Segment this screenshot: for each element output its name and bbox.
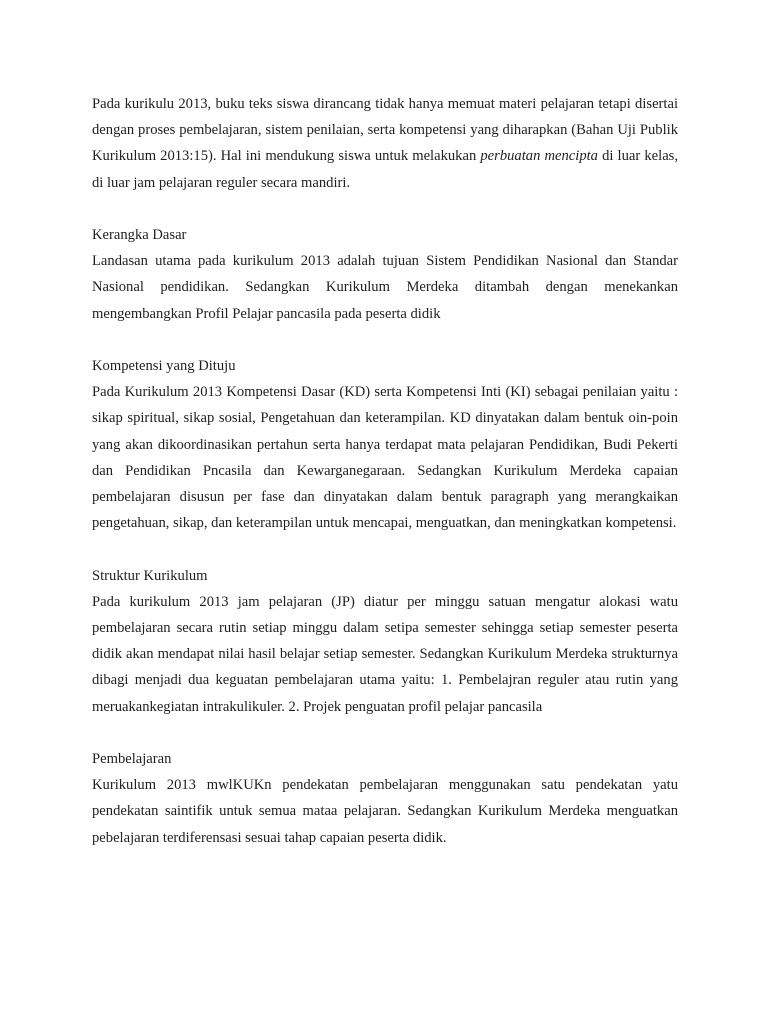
section-struktur-kurikulum — [92, 563, 678, 720]
intro-text-after: di luar kelas, di luar jam pelajaran reguler secara mandiri. — [92, 148, 678, 191]
section-heading: Kompetensi yang Dituju — [92, 358, 236, 374]
intro-text-before: Pada kurikulu 2013, buku teks siswa dirancang tidak hanya memuat materi pelajaran tetapi disertai dengan proses pembelajaran, sistem penilaian, serta kompetensi yang diharapkan (Bahan Uji Publik Kurikulum 2013:15). Hal ini mendukung siswa untuk melakukan — [92, 96, 678, 165]
section-kompetensi-yang-dituju — [92, 353, 678, 536]
section-body: Landasan utama pada kurikulum 2013 adalah tujuan Sistem Pendidikan Nasional dan Standar Nasional pendidikan. Sedangkan Kurikulum Merdeka ditambah dengan menekankan mengembangkan Profil Pelajar pancasila pada peserta didik — [92, 253, 678, 322]
section-kerangka-dasar — [92, 222, 678, 327]
section-body: Kurikulum 2013 mwlKUKn pendekatan pembelajaran menggunakan satu pendekatan yatu pendekatan saintifik untuk semua mataa pelajaran. Sedangkan Kurikulum Merdeka menguatkan pebelajaran terdiferensasi sesuai tahap capaian peserta didik. — [92, 777, 678, 846]
intro-italic-phrase: perbuatan mencipta — [480, 148, 598, 165]
section-heading: Struktur Kurikulum — [92, 567, 208, 584]
section-pembelajaran — [92, 746, 678, 851]
section-heading: Pembelajaran — [92, 751, 172, 768]
section-heading: Kerangka Dasar — [92, 227, 187, 243]
section-body: Pada kurikulum 2013 jam pelajaran (JP) diatur per minggu satuan mengatur alokasi watu pembelajaran secara rutin setiap minggu dalam setipa semester sehingga setiap semester peserta didik akan mendapat nilai hasil belajar setiap semester. Sedangkan Kurikulum Merdeka strukturnya dibagi menjadi dua keguatan pembelajaran utama yaitu: 1. Pembelajran reguler atau rutin yang meruakankegiatan intrakulikuler. 2. Projek penguatan profil pelajar pancasila — [92, 593, 678, 715]
document-body — [92, 91, 678, 851]
section-body: Pada Kurikulum 2013 Kompetensi Dasar (KD) serta Kompetensi Inti (KI) sebagai penilaian yaitu : sikap spiritual, sikap sosial, Pengetahuan dan keterampilan. KD dinyatakan dalam bentuk oin-poin yang akan dikoordinasikan pertahun serta hanya terdapat mata pelajaran Pendidikan, Budi Pekerti dan Pendidikan Pncasila dan Kewarganegaraan. Sedangkan Kurikulum Merdeka capaian pembelajaran disusun per fase dan dinyatakan dalam bentuk paragraph yang merangkaikan pengetahuan, sikap, dan keterampilan untuk mencapai, menguatkan, dan meningkatkan kompetensi. — [92, 384, 678, 532]
intro-paragraph — [92, 91, 678, 196]
